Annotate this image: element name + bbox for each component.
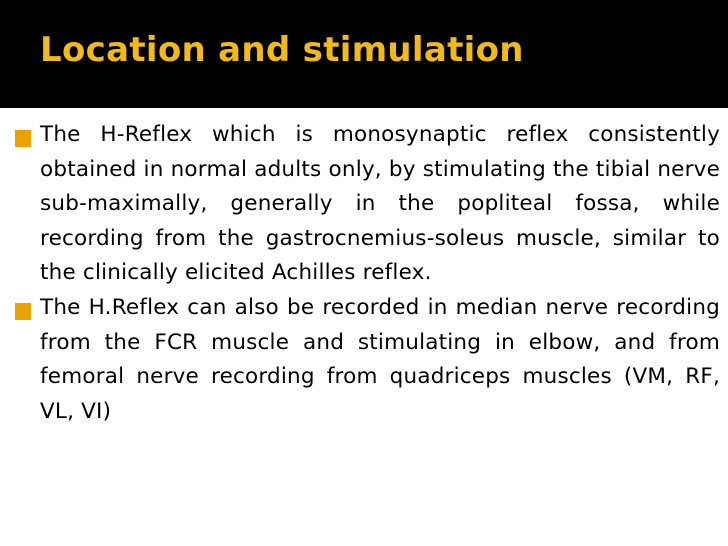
slide-content <box>0 108 728 546</box>
bullet-item <box>14 118 720 291</box>
bullet-item <box>14 291 720 429</box>
square-bullet-icon <box>15 303 31 320</box>
square-bullet-icon <box>15 130 31 147</box>
bullet-text: The H.Reflex can also be recorded in median nerve recording from the FCR muscle and stimulating in elbow, and from femoral nerve recording from quadriceps muscles (VM, RF, VL, VI) <box>40 294 720 424</box>
bullet-list <box>14 118 720 429</box>
slide-title: Location and stimulation <box>40 30 524 70</box>
bullet-text: The H-Reflex which is monosynaptic reflex consistently obtained in normal adults only, by stimulating the tibial nerve sub-maximally, generally in the popliteal fossa, while recording from the gastrocnemius-soleus muscle, similar to the clinically elicited Achilles reflex. <box>40 122 720 286</box>
title-bar <box>0 0 728 102</box>
